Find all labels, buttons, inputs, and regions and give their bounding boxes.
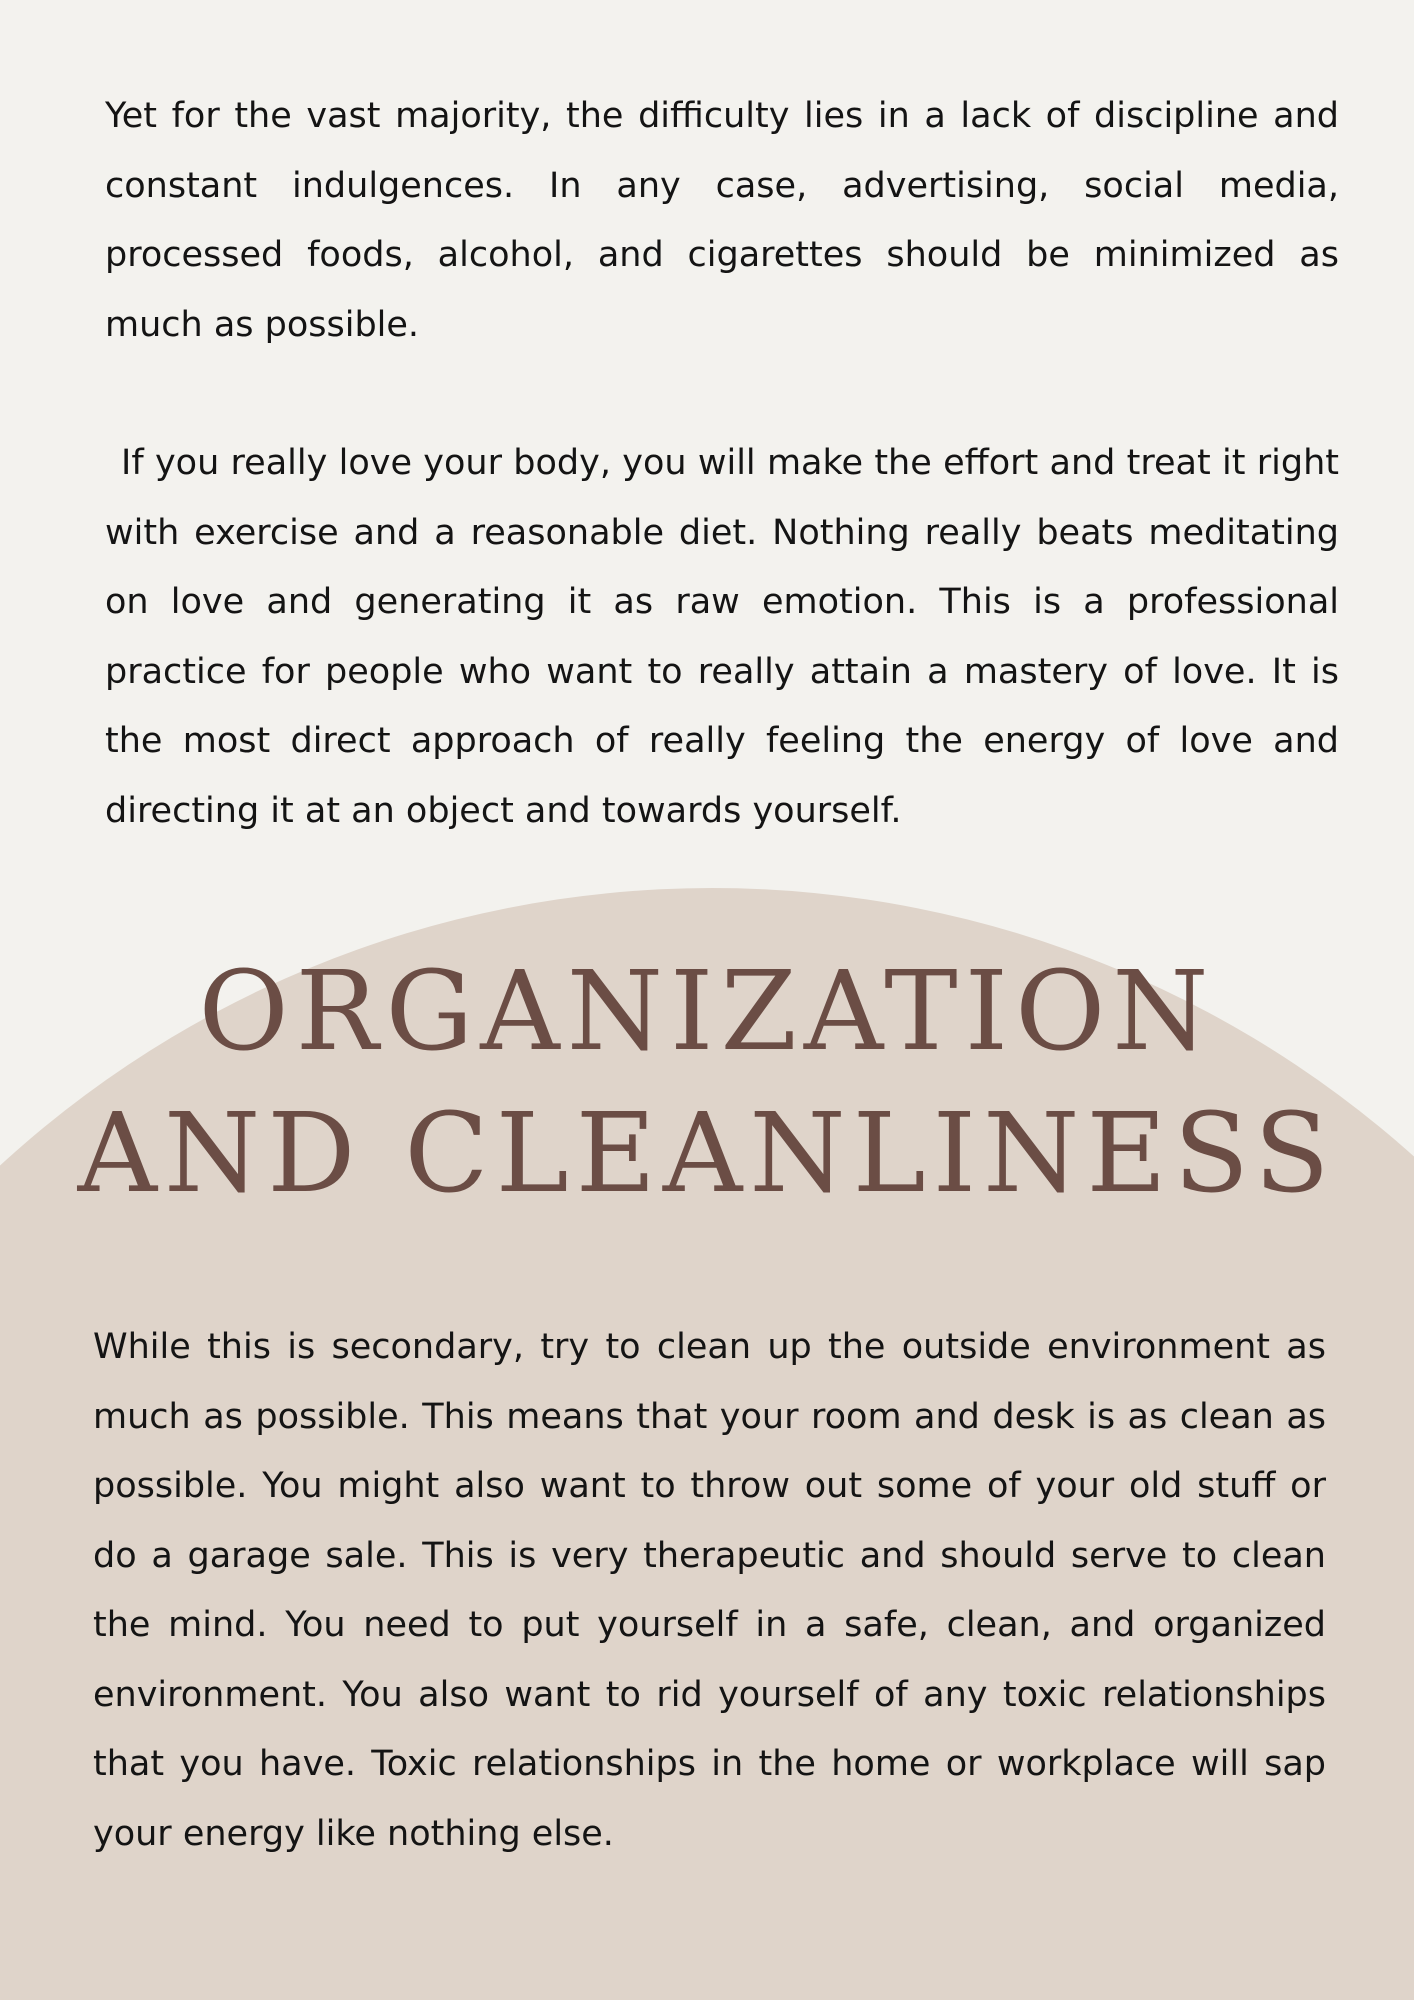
- love-paragraph: If you really love your body, you will make the effort and treat it right with exercise and a reasonable diet. Nothing really beats meditating on love and generating it as raw emotion. This is a professional practice for people who want to really attain a mastery of love. It is the most direct approach of really feeling the energy of love and directing it at an object and towards yourself.: [105, 443, 1339, 831]
- cleanliness-paragraph: While this is secondary, try to clean up the outside environment as much as possible. This means that your room and desk is as clean as possible. You might also want to throw out some of your old stuff or do a garage sale. This is very therapeutic and should serve to clean the mind. You need to put yourself in a safe, clean, and organized environment. You also want to rid yourself of any toxic relationships that you have. Toxic relationships in the home or workplace will sap your energy like nothing else.: [93, 1327, 1326, 1854]
- section-heading-line-1: ORGANIZATION: [198, 947, 1216, 1075]
- section-heading: [0, 940, 1414, 1224]
- intro-paragraph: Yet for the vast majority, the difficulty lies in a lack of discipline and constant indulgences. In any case, advertising, social media, processed foods, alcohol, and cigarettes should be minimized as much as possible.: [105, 96, 1339, 345]
- section-heading-line-2: AND CLEANLINESS: [77, 1089, 1337, 1217]
